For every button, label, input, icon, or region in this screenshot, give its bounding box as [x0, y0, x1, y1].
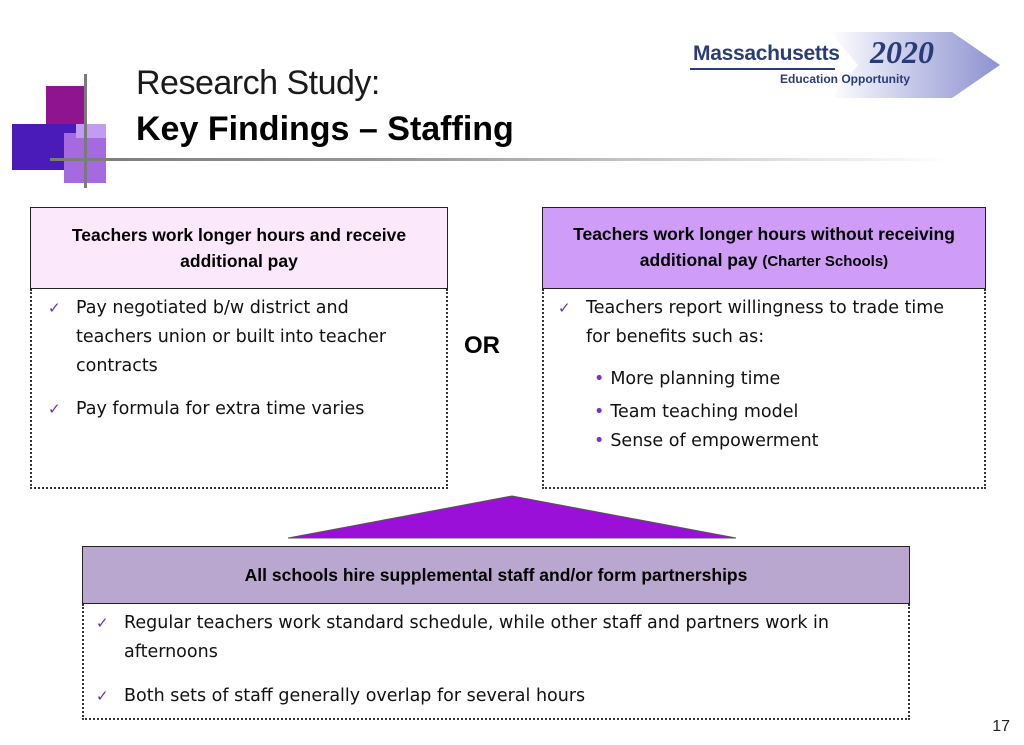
logo-tagline: Education Opportunity — [780, 72, 910, 86]
right-box-heading-note: (Charter Schools) — [762, 253, 889, 270]
list-item-text: Regular teachers work standard schedule, while other staff and partners work in afternoons — [124, 613, 829, 662]
left-box-heading-text: Teachers work longer hours and receive additional pay — [71, 225, 407, 271]
sub-list-item-text: Sense of empowerment — [610, 431, 819, 451]
list-item-text: Both sets of staff generally overlap for several hours — [124, 686, 586, 706]
triangle-connector-icon — [288, 495, 738, 541]
checkmark-icon: ✓ — [96, 614, 109, 632]
right-box-body — [542, 289, 986, 489]
list-item-text: Pay formula for extra time varies — [76, 399, 365, 419]
massachusetts-2020-logo — [690, 30, 1002, 100]
page-number: 17 — [992, 718, 1010, 735]
checkmark-icon: ✓ — [96, 687, 109, 705]
sub-list-item — [594, 427, 819, 456]
or-connector-label: OR — [464, 332, 500, 359]
list-item — [48, 395, 428, 424]
sub-list-item — [594, 365, 780, 394]
bullet-dot-icon: • — [594, 402, 605, 422]
list-item — [96, 682, 886, 711]
sub-list-item — [594, 398, 798, 427]
checkmark-icon: ✓ — [48, 400, 61, 418]
logo-year: 2020 — [870, 34, 934, 70]
bullet-dot-icon: • — [594, 369, 605, 389]
slide-title-line1: Research Study: — [136, 64, 380, 102]
sub-list-item-text: More planning time — [610, 369, 781, 389]
list-item — [558, 294, 958, 352]
decor-vertical-line — [84, 74, 87, 188]
slide-title-line2: Key Findings – Staffing — [136, 110, 514, 148]
left-box-body — [30, 289, 448, 489]
list-item-text: Teachers report willingness to trade time for benefits such as: — [586, 298, 945, 347]
left-box-heading — [30, 207, 448, 289]
title-divider — [50, 158, 950, 161]
decor-square-lavender — [76, 124, 106, 138]
bullet-dot-icon: • — [594, 431, 605, 451]
checkmark-icon: ✓ — [558, 299, 571, 317]
bottom-box-heading — [82, 546, 910, 604]
checkmark-icon: ✓ — [48, 299, 61, 317]
right-box-heading-text: Teachers work longer hours without receiving additional pay — [573, 224, 955, 270]
bottom-box-body — [82, 604, 910, 720]
bottom-box-heading-text: All schools hire supplemental staff and/or form partnerships — [244, 565, 748, 585]
right-box-heading — [542, 207, 986, 289]
list-item-text: Pay negotiated b/w district and teachers union or built into teacher contracts — [76, 298, 387, 376]
logo-underline — [690, 68, 835, 70]
logo-name: Massachusetts — [693, 42, 840, 65]
sub-list-item-text: Team teaching model — [610, 402, 799, 422]
list-item — [48, 294, 428, 381]
list-item — [96, 609, 886, 667]
right-box-heading-wrap — [543, 221, 985, 275]
